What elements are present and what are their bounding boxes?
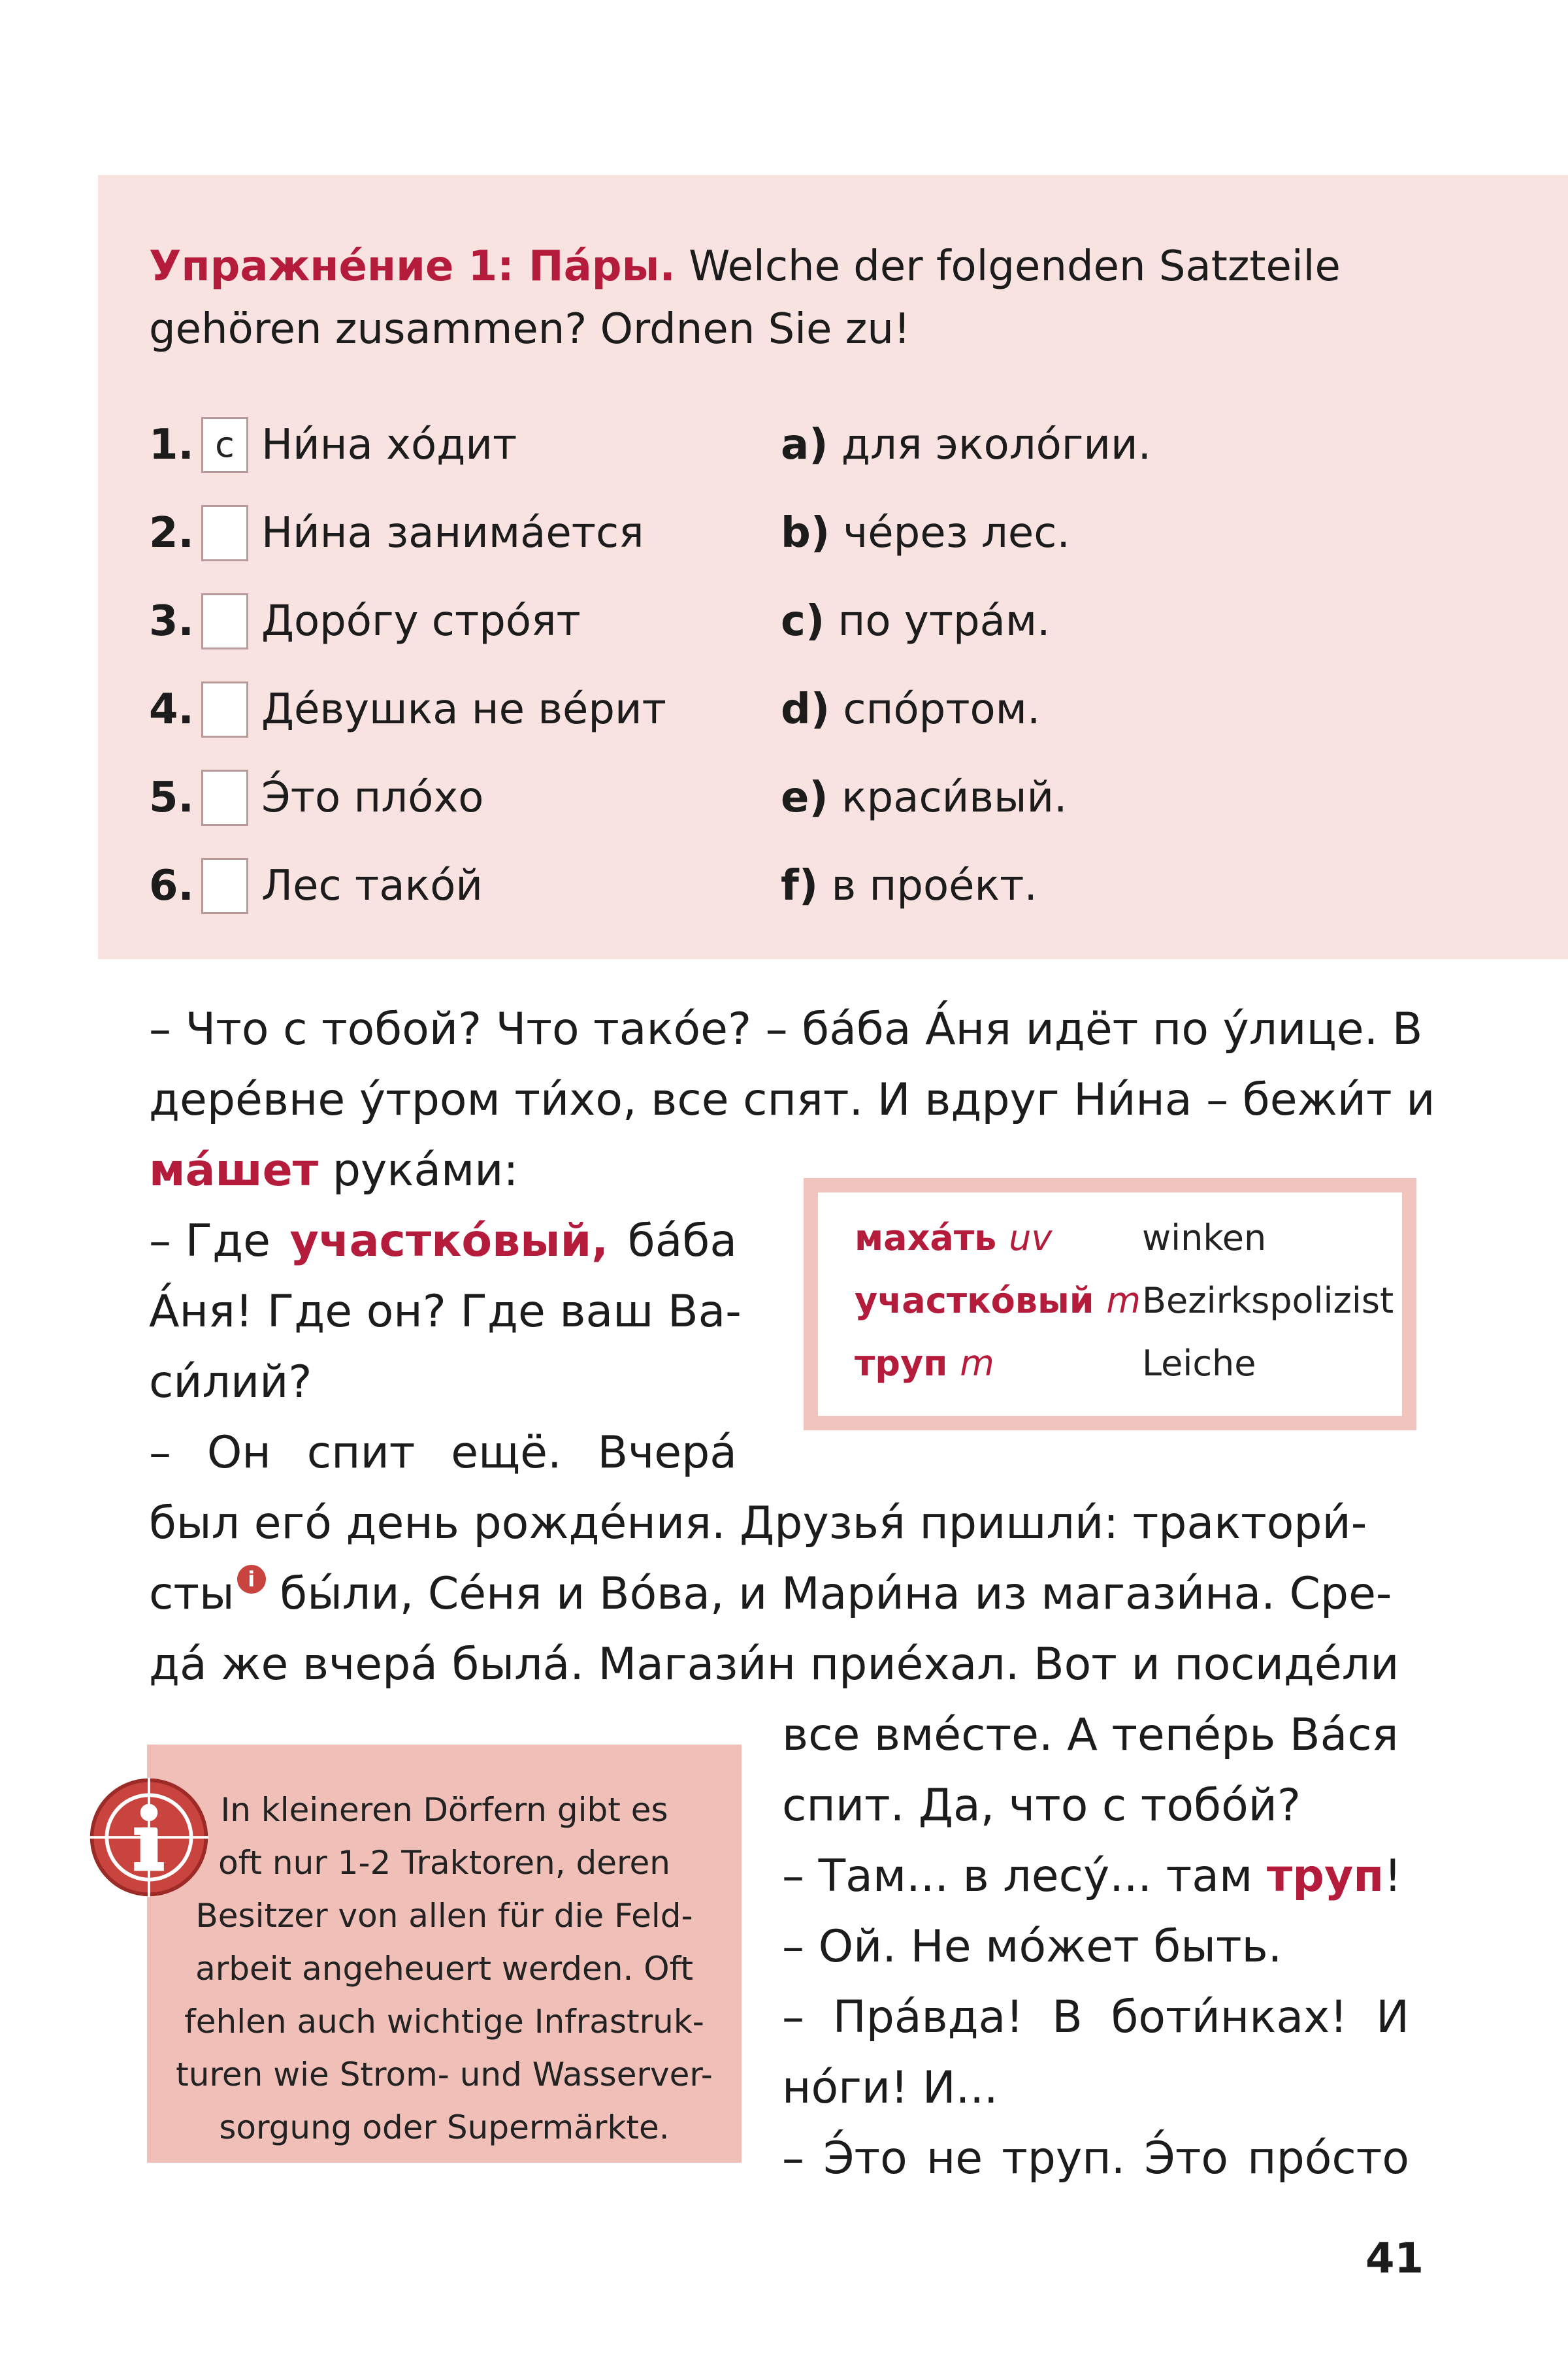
text-span: !: [1384, 1850, 1402, 1902]
info-text: [173, 1784, 715, 2154]
exercise-title-label: Упражне́ние 1: Па́ры.: [149, 242, 676, 291]
text-span: бы́ли, Се́ня и Во́ва, и Мари́на из магази́на. Сре-: [265, 1568, 1392, 1620]
text-line-4: [149, 1206, 737, 1277]
vocab-grammar: m: [1106, 1280, 1141, 1321]
item-number: 6.: [149, 862, 194, 910]
answer-box-1[interactable]: c: [201, 417, 248, 473]
text-line-5: А́ня! Где он? Где ваш Ва-: [149, 1286, 742, 1337]
text-line-2: дере́вне у́тром ти́хо, все спят. И вдруг Ни́на – бежи́т и: [149, 1074, 1435, 1126]
exercise-left-item-6: [149, 850, 483, 922]
item-text: че́рез лес.: [843, 509, 1070, 557]
highlight-word: участко́вый,: [289, 1215, 609, 1267]
text-span: –: [149, 1427, 171, 1479]
highlight-word: труп: [1266, 1850, 1384, 1902]
text-line-17: [782, 2124, 1409, 2194]
exercise-right-item-e: [781, 762, 1067, 834]
text-span: Э́то: [823, 2133, 907, 2184]
info-line: fehlen auch wichtige Infrastruk-: [184, 2003, 704, 2041]
exercise-right-item-a: [781, 409, 1151, 481]
vocab-entry: [855, 1270, 1394, 1332]
vocab-translation: Bezirkspolizist: [1142, 1280, 1394, 1321]
text-span: сты: [149, 1568, 235, 1620]
item-letter: e): [781, 774, 828, 822]
text-line-16: но́ги! И...: [782, 2062, 998, 2114]
exercise-right-item-c: [781, 585, 1051, 657]
vocab-translation: winken: [1142, 1217, 1267, 1258]
text-line-8: был его́ день рожде́ния. Друзья́ пришли́: трактори́-: [149, 1498, 1367, 1549]
text-line-1: – Что с тобой? Что тако́е? – ба́ба А́ня идёт по у́лице. В: [149, 1004, 1423, 1055]
text-line-15: [782, 1982, 1409, 2053]
text-span: не: [926, 2133, 983, 2184]
item-number: 1.: [149, 421, 194, 469]
item-text: Ни́на занима́ется: [261, 509, 644, 557]
text-span: рука́ми:: [318, 1145, 519, 1196]
vocab-entry: [855, 1207, 1266, 1270]
info-line: turen wie Strom- und Wasserver-: [176, 2056, 713, 2093]
item-letter: d): [781, 685, 830, 734]
text-span: ещё.: [451, 1427, 562, 1479]
text-span: – Там... в лесу́... там: [782, 1850, 1267, 1902]
vocab-word: труп: [855, 1343, 948, 1384]
item-letter: b): [781, 509, 830, 557]
vocab-grammar: uv: [1009, 1217, 1053, 1258]
exercise-left-item-2: [149, 497, 644, 569]
text-span: боти́нках!: [1111, 1992, 1348, 2043]
exercise-title: [149, 235, 1488, 361]
text-span: Он: [206, 1427, 271, 1479]
item-text: в прое́кт.: [831, 862, 1037, 910]
exercise-box: [98, 175, 1568, 959]
info-line: oft nur 1-2 Traktoren, deren: [218, 1844, 670, 1882]
text-span: про́сто: [1247, 2133, 1409, 2184]
text-line-7: [149, 1418, 737, 1488]
item-letter: c): [781, 597, 825, 646]
text-line-13: [782, 1841, 1402, 1912]
item-number: 4.: [149, 685, 194, 734]
text-span: –: [782, 1992, 804, 2043]
text-span: труп.: [1002, 2133, 1126, 2184]
text-span: спит: [306, 1427, 416, 1479]
highlight-word: ма́шет: [149, 1145, 319, 1196]
info-box: [147, 1745, 742, 2163]
item-number: 3.: [149, 597, 194, 646]
info-icon: [87, 1775, 211, 1899]
exercise-right-item-f: [781, 850, 1037, 922]
answer-box-5[interactable]: [201, 770, 248, 826]
vocab-translation: Leiche: [1142, 1343, 1256, 1384]
item-text: краси́вый.: [841, 774, 1068, 822]
exercise-left-item-4: [149, 674, 666, 746]
item-text: по утра́м.: [838, 597, 1051, 646]
exercise-right-item-b: [781, 497, 1070, 569]
answer-box-3[interactable]: [201, 593, 248, 649]
vocab-grammar: m: [960, 1343, 994, 1384]
text-span: Э́то: [1144, 2133, 1229, 2184]
vocab-russian: [855, 1207, 1142, 1270]
exercise-instructions: Welche der folgenden Satzteile gehören zusammen? Ordnen Sie zu!: [149, 242, 1341, 353]
vocab-word: маха́ть: [855, 1217, 997, 1258]
info-footnote-icon[interactable]: i: [237, 1565, 266, 1594]
item-number: 5.: [149, 774, 194, 822]
text-line-14: – Ой. Не мо́жет быть.: [782, 1921, 1282, 1973]
text-line-10: да́ же вчера́ была́. Магази́н прие́хал. Вот и посиде́ли: [149, 1639, 1399, 1690]
answer-box-6[interactable]: [201, 858, 248, 914]
vocabulary-box: [804, 1178, 1416, 1430]
text-span: Пра́вда!: [832, 1992, 1024, 2043]
vocab-word: участко́вый: [855, 1280, 1094, 1321]
item-text: Лес тако́й: [261, 862, 483, 910]
text-span: Вчера́: [597, 1427, 737, 1479]
text-span: И: [1376, 1992, 1409, 2043]
exercise-left-item-3: [149, 585, 581, 657]
item-text: спо́ртом.: [843, 685, 1041, 734]
item-text: Э́то пло́хо: [261, 774, 484, 822]
text-line-6: си́лий?: [149, 1356, 312, 1408]
vocab-russian: [855, 1270, 1142, 1332]
exercise-left-item-1: [149, 409, 517, 481]
text-line-9: [149, 1559, 1392, 1630]
info-line: Besitzer von allen für die Feld-: [195, 1897, 693, 1935]
vocab-entry: [855, 1332, 1256, 1395]
text-span: В: [1052, 1992, 1083, 2043]
item-text: Ни́на хо́дит: [261, 421, 517, 469]
exercise-right-item-d: [781, 674, 1040, 746]
text-span: ба́ба: [627, 1215, 737, 1267]
item-text: для эколо́гии.: [841, 421, 1151, 469]
info-line: arbeit angeheuert werden. Oft: [195, 1950, 693, 1988]
item-number: 2.: [149, 509, 194, 557]
text-span: –: [782, 2133, 804, 2184]
info-line: In kleineren Dörfern gibt es: [220, 1791, 668, 1829]
item-text: Де́вушка не ве́рит: [261, 685, 666, 734]
text-line-12: спит. Да, что с тобо́й?: [782, 1780, 1301, 1831]
text-line-11: все вме́сте. А тепе́рь Ва́ся: [782, 1709, 1399, 1761]
text-span: – Где: [149, 1215, 270, 1267]
answer-box-2[interactable]: [201, 505, 248, 561]
answer-box-4[interactable]: [201, 681, 248, 738]
page-number: 41: [1365, 2235, 1424, 2283]
text-line-3: [149, 1136, 518, 1206]
info-line: sorgung oder Supermärkte.: [219, 2108, 670, 2146]
item-text: Доро́гу стро́ят: [261, 597, 581, 646]
item-letter: a): [781, 421, 828, 469]
vocab-russian: [855, 1332, 1142, 1395]
item-letter: f): [781, 862, 819, 910]
exercise-left-item-5: [149, 762, 483, 834]
